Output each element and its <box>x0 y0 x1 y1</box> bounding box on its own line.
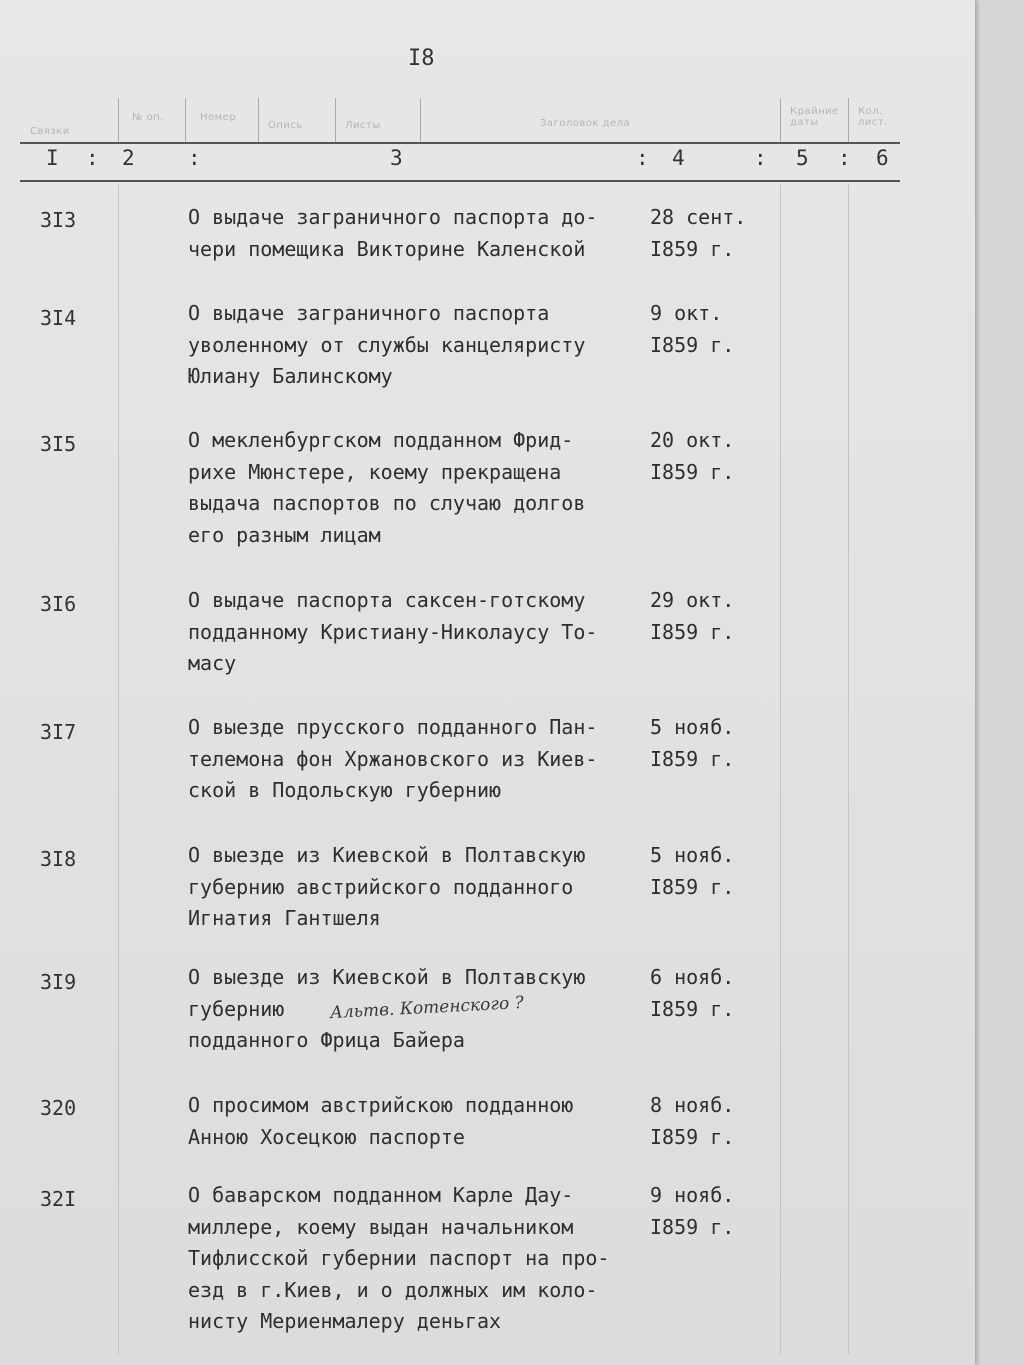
entry-title: О просимом австрийскою подданною Анною Хосецкою паспорте <box>188 1093 574 1149</box>
entry-title: О баварском подданном Карле Дау- миллере, коему выдан начальником Тифлисской губернии паспорт на про- езд в г.Киев, и о должных им коло- нисту Мериенмалеру деньгах <box>188 1183 610 1333</box>
entry-id: 3I4 <box>40 306 77 330</box>
column-number-1: I <box>46 146 59 170</box>
header-label-6: Заголовок дела <box>540 118 631 129</box>
entry-title: О выдаче заграничного паспорта до- чери помещика Викторине Каленской <box>188 205 598 261</box>
column-number-2: 2 <box>122 146 135 170</box>
entry-date: 8 нояб. I859 г. <box>650 1093 735 1149</box>
header-bottom-rule <box>20 180 900 182</box>
column-number-4: 4 <box>672 146 685 170</box>
header-label-2: № оп. <box>132 112 164 123</box>
column-separator: : <box>838 146 851 170</box>
entry-id: 32I <box>40 1187 77 1211</box>
column-separator: : <box>188 146 201 170</box>
header-label-1: Связки <box>30 126 70 137</box>
entry-date: 20 окт. I859 г. <box>650 428 735 484</box>
column-number-6: 6 <box>876 146 889 170</box>
entry-id: 3I6 <box>40 592 77 616</box>
entry-title: О выезде прусского подданного Пан- телемона фон Хржановского из Киев- ской в Подольскую губернию <box>188 715 598 802</box>
header-label-8: Кол. лист. <box>858 106 888 128</box>
header-label-5: Листы <box>345 120 381 131</box>
column-rule <box>780 184 781 1354</box>
header-divider <box>848 98 849 142</box>
entry-title: О выезде из Киевской в Полтавскую губернию австрийского подданного Игнатия Гантшеля <box>188 843 586 930</box>
header-divider <box>335 98 336 142</box>
entry-date: 9 окт. I859 г. <box>650 301 735 357</box>
entry-title: О мекленбургском подданном Фрид- рихе Мюнстере, коему прекращена выдача паспортов по случаю долгов его разным лицам <box>188 428 586 547</box>
header-divider <box>780 98 781 142</box>
header-divider <box>420 98 421 142</box>
column-number-5: 5 <box>796 146 809 170</box>
page-number: I8 <box>408 46 435 71</box>
entry-title: О выезде из Киевской в Полтавскую губернию подданного Фрица Байера <box>188 965 586 1052</box>
entry-id: 3I9 <box>40 970 77 994</box>
entry-id: 3I5 <box>40 432 77 456</box>
handwritten-annotation: Альтв. Котенского ? <box>329 992 525 1024</box>
header-divider <box>118 98 119 142</box>
header-top-rule <box>20 142 900 144</box>
column-number-3: 3 <box>390 146 403 170</box>
entry-id: 3I8 <box>40 847 77 871</box>
header-label-7: Крайние даты <box>790 106 839 128</box>
entry-date: 28 сент. I859 г. <box>650 205 747 261</box>
column-rule <box>848 184 849 1354</box>
header-divider <box>185 98 186 142</box>
entry-id: 320 <box>40 1096 77 1120</box>
column-separator: : <box>636 146 649 170</box>
entry-date: 5 нояб. I859 г. <box>650 843 735 899</box>
entry-id: 3I7 <box>40 720 77 744</box>
header-divider <box>258 98 259 142</box>
entry-id: 3I3 <box>40 208 77 232</box>
entry-title: О выдаче заграничного паспорта уволенному от службы канцеляристу Юлиану Балинскому <box>188 301 586 388</box>
entry-date: 9 нояб. I859 г. <box>650 1183 735 1239</box>
header-label-3: Номер <box>200 112 237 123</box>
entry-date: 5 нояб. I859 г. <box>650 715 735 771</box>
entry-date: 29 окт. I859 г. <box>650 588 735 644</box>
entry-title: О выдаче паспорта саксен-готскому подданному Кристиану-Николаусу То- масу <box>188 588 598 675</box>
header-label-4: Опись <box>268 120 303 131</box>
column-rule <box>118 184 119 1354</box>
column-separator: : <box>754 146 767 170</box>
column-separator: : <box>86 146 99 170</box>
entry-date: 6 нояб. I859 г. <box>650 965 735 1021</box>
